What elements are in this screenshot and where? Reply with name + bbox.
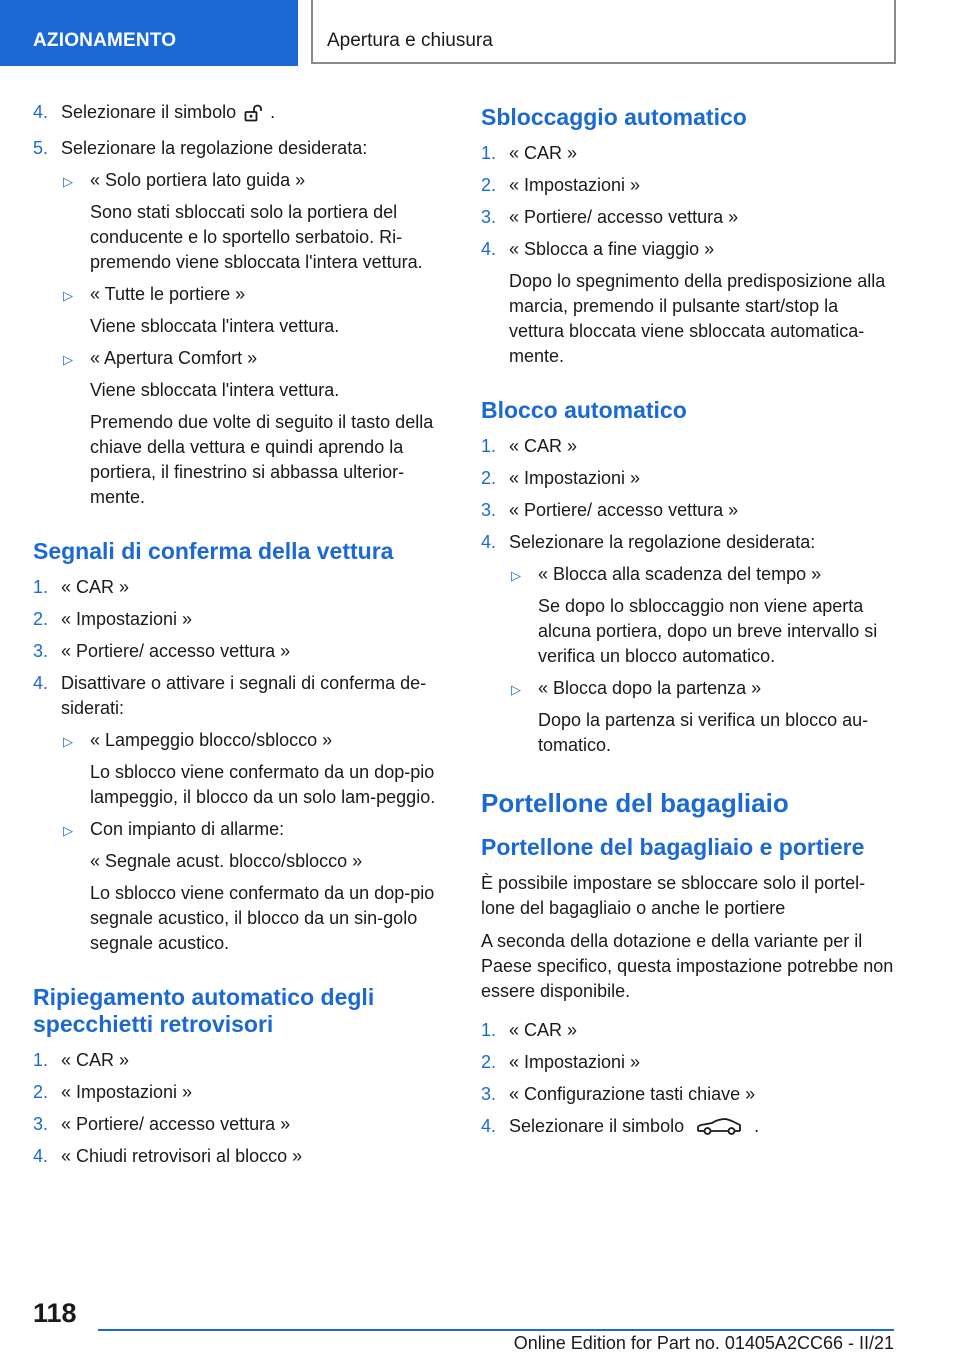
page-number: 118 — [33, 1298, 77, 1328]
list-item — [481, 205, 895, 230]
step-number: 4. — [481, 239, 497, 259]
option-item — [509, 676, 895, 758]
section-heading: Sbloccaggio automatico — [481, 104, 747, 130]
steps-list — [33, 1048, 445, 1169]
step-text: « CAR » — [61, 1050, 130, 1070]
option-desc: Lo sblocco viene confermato da un dop-pio segnale acustico, il blocco da un sin-golo segnale acustico. — [90, 883, 435, 953]
option-item — [509, 562, 895, 669]
option-item — [61, 282, 445, 339]
step-number: 5. — [33, 138, 49, 158]
step-text: « CAR » — [61, 577, 130, 597]
section-tab: AZIONAMENTO — [0, 0, 298, 66]
page-header — [0, 0, 960, 66]
list-item — [33, 575, 445, 600]
step-number: 1. — [33, 577, 49, 597]
left-column — [33, 100, 445, 1176]
options-list — [509, 562, 895, 758]
option-label: Con impianto di allarme: — [90, 819, 285, 839]
list-item — [33, 639, 445, 664]
option-label: « Blocca alla scadenza del tempo » — [538, 564, 822, 584]
list-item — [33, 100, 445, 129]
step-number: 4. — [33, 1146, 49, 1166]
chapter-title: Apertura e chiusura — [311, 0, 896, 64]
list-item — [33, 1144, 445, 1169]
steps-list — [481, 434, 895, 758]
steps-list — [33, 575, 445, 956]
list-item — [481, 237, 895, 369]
step-text: Selezionare il simbolo — [509, 1116, 685, 1136]
option-desc: Dopo la partenza si verifica un blocco au-tomatico. — [538, 710, 869, 755]
step-number: 4. — [481, 1116, 497, 1136]
step-text: « Impostazioni » — [61, 609, 193, 629]
right-column — [481, 100, 895, 1150]
steps-list — [33, 100, 445, 510]
option-desc: Se dopo lo sbloccaggio non viene aperta alcuna portiera, dopo un breve intervallo si verifica un blocco automatico. — [538, 596, 878, 666]
options-list — [61, 168, 445, 510]
list-item — [33, 671, 445, 956]
list-item — [481, 466, 895, 491]
step-text: Selezionare il simbolo — [61, 102, 237, 122]
step-number: 4. — [481, 532, 497, 552]
list-item — [481, 530, 895, 758]
section-heading: Ripiegamento automatico degli specchietti retrovisori — [33, 984, 375, 1037]
option-label: « Tutte le portiere » — [90, 284, 246, 304]
step-number: 3. — [33, 1114, 49, 1134]
step-text: « Configurazione tasti chiave » — [509, 1084, 756, 1104]
step-number: 1. — [481, 1020, 497, 1040]
step-desc: Dopo lo spegnimento della predisposizione alla marcia, premendo il pulsante start/stop la vettura bloccata viene sbloccata automatica-mente. — [509, 271, 886, 366]
list-item — [481, 141, 895, 166]
footer-edition: Online Edition for Part no. 01405A2CC66 - II/21 — [513, 1333, 894, 1353]
step-text: Selezionare la regolazione desiderata: — [61, 138, 368, 158]
triangle-bullet-icon: ▷ — [511, 568, 521, 583]
option-desc: « Segnale acust. blocco/sblocco » — [90, 851, 363, 871]
option-desc: Sono stati sbloccati solo la portiera del conducente e lo sportello serbatoio. Ri-premendo viene sbloccata l'intera vettura. — [90, 202, 423, 272]
steps-list — [481, 141, 895, 369]
option-label: « Apertura Comfort » — [90, 348, 258, 368]
step-text: « Impostazioni » — [509, 1052, 641, 1072]
option-desc: Viene sbloccata l'intera vettura. — [90, 316, 340, 336]
step-text: « CAR » — [509, 143, 578, 163]
list-item — [481, 498, 895, 523]
list-item — [33, 607, 445, 632]
step-text: « Portiere/ accesso vettura » — [509, 207, 739, 227]
step-text: Disattivare o attivare i segnali di conferma de-siderati: — [61, 673, 427, 718]
section-heading: Segnali di conferma della vettura — [33, 538, 394, 564]
step-text: « Sblocca a fine viaggio » — [509, 239, 715, 259]
list-item — [481, 1114, 895, 1143]
option-label: « Lampeggio blocco/sblocco » — [90, 730, 333, 750]
option-desc: Premendo due volte di seguito il tasto della chiave della vettura e quindi aprendo la portiera, il finestrino si abbassa ulterior-mente. — [90, 412, 434, 507]
step-text: « CAR » — [509, 1020, 578, 1040]
option-item — [61, 728, 445, 810]
list-item — [33, 1112, 445, 1137]
list-item — [481, 173, 895, 198]
step-number: 4. — [33, 673, 49, 693]
step-number: 2. — [33, 609, 49, 629]
unlock-icon — [244, 104, 262, 129]
option-item — [61, 817, 445, 956]
list-item — [33, 1080, 445, 1105]
step-number: 1. — [481, 436, 497, 456]
step-text: Selezionare la regolazione desiderata: — [509, 532, 816, 552]
step-text: « Portiere/ accesso vettura » — [61, 641, 291, 661]
footer-divider — [98, 1329, 894, 1331]
step-number: 1. — [481, 143, 497, 163]
list-item — [481, 434, 895, 459]
step-number: 2. — [481, 468, 497, 488]
triangle-bullet-icon: ▷ — [63, 174, 73, 189]
section-heading: Portellone del bagagliaio e portiere — [481, 834, 865, 860]
step-number: 3. — [33, 641, 49, 661]
option-label: « Solo portiera lato guida » — [90, 170, 306, 190]
list-item — [481, 1018, 895, 1043]
step-suffix: . — [270, 102, 276, 122]
steps-list — [481, 1018, 895, 1143]
options-list — [61, 728, 445, 956]
step-text: « Impostazioni » — [509, 175, 641, 195]
list-item — [33, 1048, 445, 1073]
list-item — [33, 136, 445, 510]
step-text: « Impostazioni » — [509, 468, 641, 488]
step-number: 3. — [481, 207, 497, 227]
step-number: 2. — [481, 1052, 497, 1072]
option-desc: Lo sblocco viene confermato da un dop-pio lampeggio, il blocco da un solo lam-peggio. — [90, 762, 436, 807]
step-text: « Portiere/ accesso vettura » — [509, 500, 739, 520]
step-text: « Chiudi retrovisori al blocco » — [61, 1146, 303, 1166]
step-text: « Portiere/ accesso vettura » — [61, 1114, 291, 1134]
chapter-heading: Portellone del bagagliaio — [481, 788, 789, 818]
car-tailgate-icon — [696, 1116, 742, 1143]
option-item — [61, 168, 445, 275]
triangle-bullet-icon: ▷ — [63, 734, 73, 749]
step-text: « Impostazioni » — [61, 1082, 193, 1102]
option-label: « Blocca dopo la partenza » — [538, 678, 762, 698]
triangle-bullet-icon: ▷ — [63, 288, 73, 303]
step-number: 2. — [33, 1082, 49, 1102]
section-heading: Blocco automatico — [481, 397, 687, 423]
triangle-bullet-icon: ▷ — [511, 682, 521, 697]
step-number: 3. — [481, 500, 497, 520]
paragraph: È possibile impostare se sbloccare solo il portel-lone del bagagliaio o anche le portiere — [481, 873, 866, 918]
paragraph: A seconda della dotazione e della variante per il Paese specifico, questa impostazione potrebbe non essere disponibile. — [481, 931, 894, 1001]
step-number: 2. — [481, 175, 497, 195]
option-item — [61, 346, 445, 510]
step-text: « CAR » — [509, 436, 578, 456]
list-item — [481, 1050, 895, 1075]
list-item — [481, 1082, 895, 1107]
step-number: 3. — [481, 1084, 497, 1104]
triangle-bullet-icon: ▷ — [63, 823, 73, 838]
step-suffix: . — [754, 1116, 760, 1136]
step-number: 4. — [33, 102, 49, 122]
step-number: 1. — [33, 1050, 49, 1070]
triangle-bullet-icon: ▷ — [63, 352, 73, 367]
option-desc: Viene sbloccata l'intera vettura. — [90, 380, 340, 400]
